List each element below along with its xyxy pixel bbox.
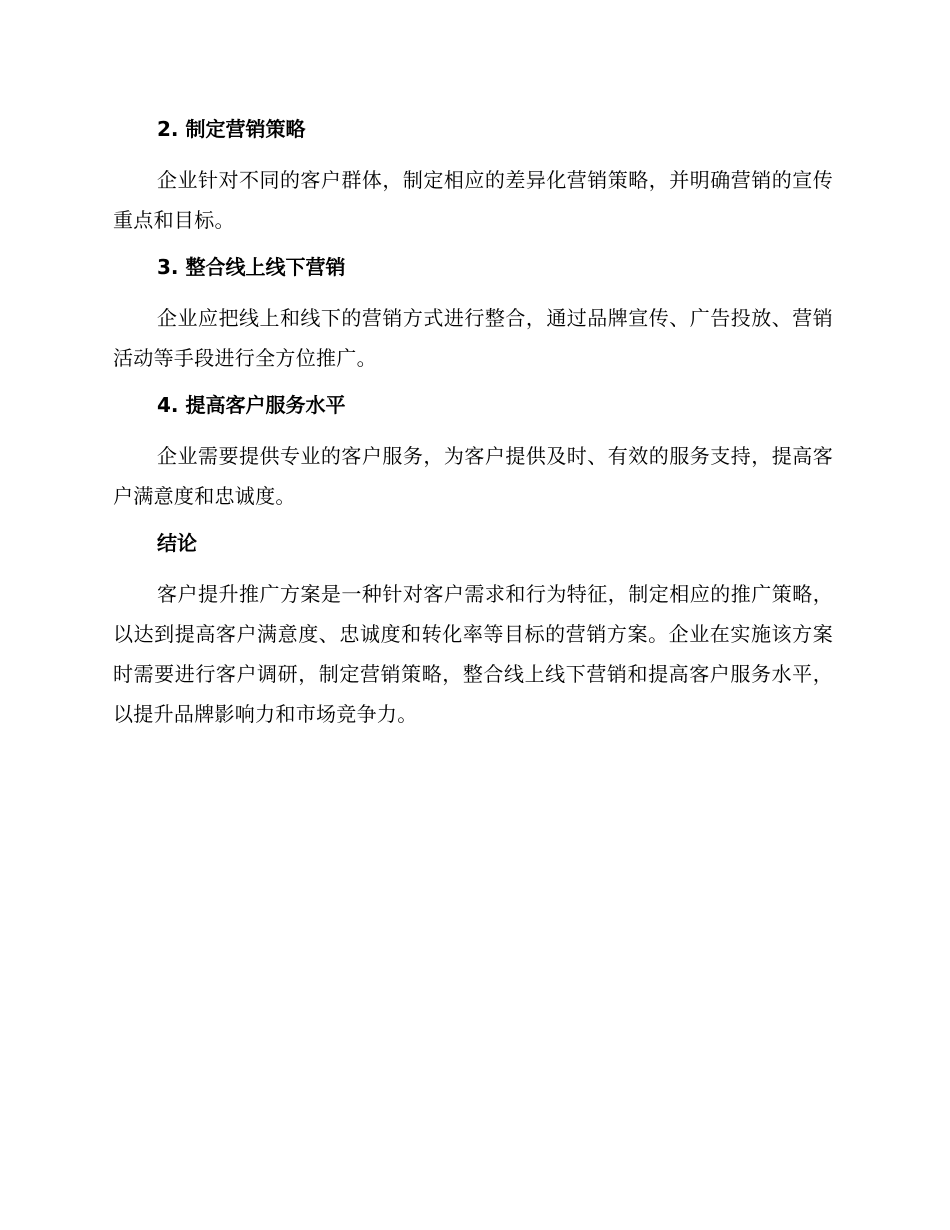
- section-heading-marketing-strategy: 2. 制定营销策略: [157, 117, 306, 141]
- section-body-online-offline: 企业应把线上和线下的营销方式进行整合，通过品牌宣传、广告投放、营销活动等手段进行全方位推广。: [113, 306, 833, 370]
- section-heading-customer-service: 4. 提高客户服务水平: [157, 393, 346, 417]
- section-body-conclusion: 客户提升推广方案是一种针对客户需求和行为特征，制定相应的推广策略，以达到提高客户满意度、忠诚度和转化率等目标的营销方案。企业在实施该方案时需要进行客户调研，制定营销策略，整合线上线下营销和提高客户服务水平，以提升品牌影响力和市场竞争力。: [113, 582, 833, 726]
- section-body-marketing-strategy: 企业针对不同的客户群体，制定相应的差异化营销策略，并明确营销的宣传重点和目标。: [113, 168, 833, 232]
- section-body-customer-service: 企业需要提供专业的客户服务，为客户提供及时、有效的服务支持，提高客户满意度和忠诚度。: [113, 444, 833, 508]
- document-content: [113, 112, 833, 744]
- section-heading-conclusion: 结论: [157, 531, 197, 555]
- section-heading-online-offline: 3. 整合线上线下营销: [157, 255, 346, 279]
